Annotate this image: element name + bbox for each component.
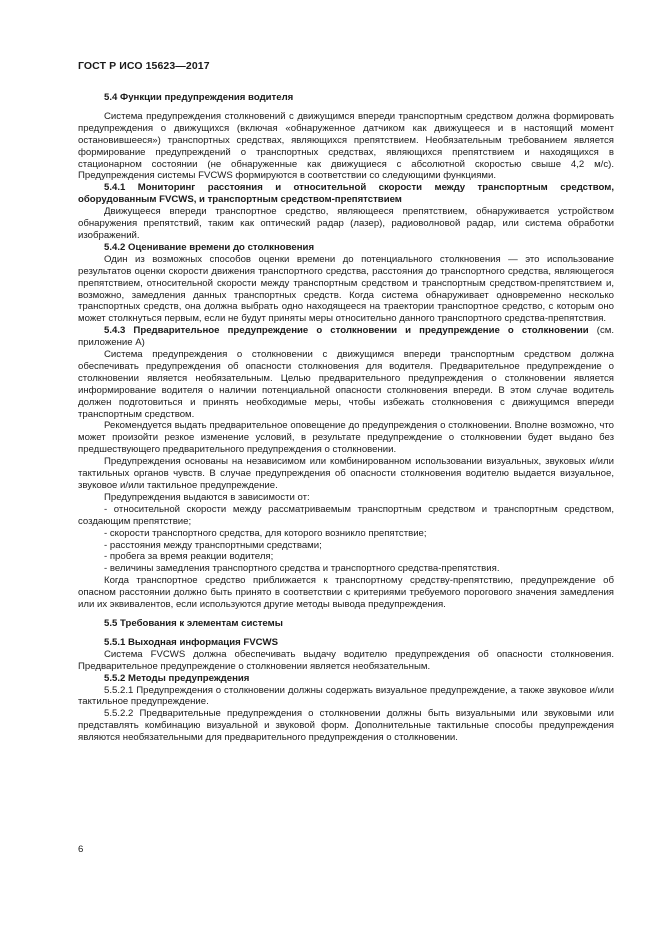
- section-5-4-3-paragraph-5: Когда транспортное средство приближается к транспортному средству-препятствию, предупреждение об опасном расстоянии должно быть принято в соответствии с критериями требуемого порогового значения замедления или их эквивалентов, если используются другие методы вывода предупреждения.: [78, 575, 614, 611]
- content: [78, 92, 614, 744]
- section-5-4-3-paragraph-3: Предупреждения основаны на независимом или комбинированном использовании визуальных, звуковых и/или тактильных органов чувств. В случае предупреждения об опасности столкновения водителю выдается визуальное, звуковое и/или тактильное предупреждение.: [78, 456, 614, 491]
- section-5-4-paragraph: Система предупреждения столкновений с движущимся впереди транспортным средством должна формировать предупреждения о движущихся (включая «обнаруженное датчиком как движущееся и в настоящий момент остановившееся») транспортных средствах, являющихся препятствием. Необязательным требованием является формирование предупреждений о транспортных средствах, являющихся препятствием и находящихся в стационарном состоянии (не обнаруженные как движущиеся с абсолютной скоростью свыше 4,2 м/с). Предупреждения системы FVCWS формируются в соответствии со следующими функциями.: [78, 110, 614, 182]
- section-5-4-3-paragraph-2: Рекомендуется выдать предварительное оповещение до предупреждения о столкновении. Вполне возможно, что может произойти резкое изменение условий, в результате предупреждение о столкновении будет выдано без предшествующего предварительного предупреждения о столкновении.: [78, 420, 614, 456]
- page-number: 6: [78, 844, 84, 855]
- document-header: ГОСТ Р ИСО 15623—2017: [78, 60, 210, 72]
- section-5-4-3-heading: [78, 325, 614, 349]
- section-5-4-2-paragraph: Один из возможных способов оценки времени до потенциального столкновения — это использование результатов оценки скорости движения транспортного средства, расстояния до транспортного средства, являющегося препятствием, относительной скорости между транспортным средством и транспортным средством-препятствием и, возможно, замедления данных транспортных средств. Когда система обнаруживает одновременно несколько транспортных средств, она должна выбрать одно находящееся на траектории транспортное средство, с которым оно может столкнуться первым, если не будут приняты меры относительно данного транспортного средства-препятствия.: [78, 253, 614, 325]
- list-item: - скорости транспортного средства, для которого возникло препятствие;: [104, 527, 427, 539]
- section-5-5-1-title: 5.5.1 Выходная информация FVCWS: [104, 636, 278, 648]
- section-5-4-2-title: 5.4.2 Оценивание времени до столкновения: [104, 241, 315, 253]
- section-5-5-2-2-paragraph: 5.5.2.2 Предварительные предупреждения о столкновении должны быть визуальными или звуковыми или представлять комбинацию визуальной и звуковой форм. Дополнительные тактильные способы предупреждения являются необязательными для предварительного предупреждения о столкновении.: [78, 708, 614, 744]
- list-item: - относительной скорости между рассматриваемым транспортным средством и транспортным средством, создающим препятствие;: [78, 503, 614, 527]
- section-5-5-2-title: 5.5.2 Методы предупреждения: [104, 672, 250, 684]
- list-item: - пробега за время реакции водителя;: [104, 551, 274, 563]
- section-5-5-title: 5.5 Требования к элементам системы: [104, 617, 283, 629]
- section-5-5-2-1-paragraph: 5.5.2.1 Предупреждения о столкновении должны содержать визуальное предупреждение, а также звуковое и/или тактильное предупреждение.: [78, 684, 614, 708]
- section-5-4-3-title-suffix: (см. приложение А): [78, 325, 615, 349]
- section-5-5-1-paragraph: Система FVCWS должна обеспечивать выдачу водителю предупреждения об опасности столкновения. Предварительное предупреждение о столкновении является необязательным.: [78, 648, 614, 672]
- section-5-4-title: 5.4 Функции предупреждения водителя: [104, 92, 294, 103]
- list-item: - расстояния между транспортными средствами;: [104, 539, 322, 551]
- section-5-4-3-paragraph-1: Система предупреждения о столкновении с движущимся впереди транспортным средством должна обеспечивать предупреждения об опасности столкновения для водителя. Предварительное предупреждение о столкновении является необязательным. Целью предварительного предупреждения о столкновении является информирование водителя о наличии потенциальной опасности столкновения впереди. В этом случае водитель должен подготовиться и принять необходимые меры, чтобы избежать столкновения с движущимся впереди транспортным средством.: [78, 349, 614, 420]
- section-5-4-3-title: 5.4.3 Предварительное предупреждение о столкновении и предупреждение о столкновении: [104, 325, 589, 337]
- section-5-4-3-paragraph-4: Предупреждения выдаются в зависимости от:: [104, 491, 310, 503]
- section-5-4-1-paragraph: Движущееся впереди транспортное средство, являющееся препятствием, обнаруживается устройством обнаружения препятствий, таким как оптический радар (лазер), радиоволновой радар, или система обработки изображений.: [78, 206, 614, 241]
- section-5-4-1-title: 5.4.1 Мониторинг расстояния и относительной скорости между транспортным средством, оборудованным FVCWS, и транспортным средством-препятствием: [78, 182, 614, 206]
- list-item: - величины замедления транспортного средства и транспортного средства-препятствия.: [104, 563, 500, 575]
